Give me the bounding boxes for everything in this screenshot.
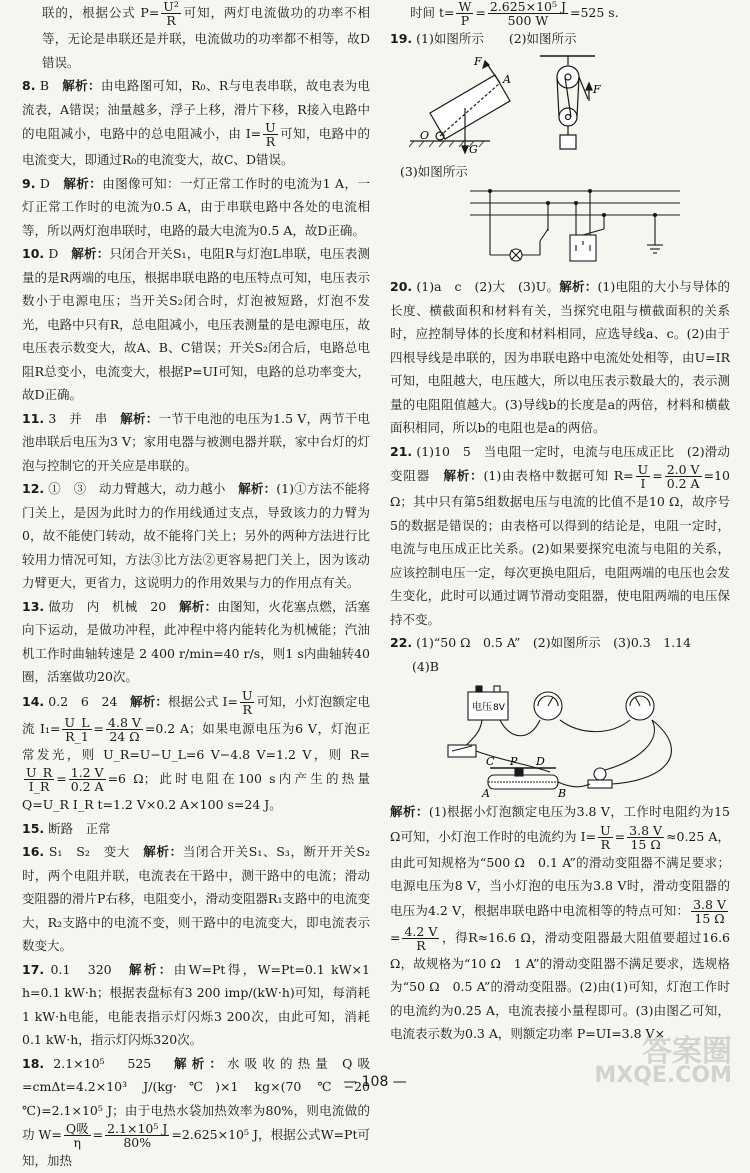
answer-19	[390, 27, 730, 51]
answer-key: D	[48, 246, 72, 261]
answer-16	[22, 840, 370, 958]
frac-den: I_R	[28, 779, 50, 794]
frac-num: 2.1×10⁵ J	[107, 1121, 168, 1136]
text: 可知，两灯电流做功的功率不相等，无论是串联还是并联，电流做功的功率都不相等，故D错误。	[42, 5, 370, 70]
question-number: 20.	[390, 279, 413, 294]
answer-19-part3	[390, 160, 730, 184]
fraction	[240, 689, 255, 716]
answer-key: 断路 正常	[48, 820, 111, 836]
analysis-text: (1)电阻的大小与导体的长度、横截面积和材料有关，当探究电阻与横截面积的关系时，应控制导体的长度和材料相同，应选导线a、c。(2)由于四根导线是串联的，因为串联电路中电流处处相等，由U=IR可知，电阻越大，电压越大，所以电压表示数最大的，表示测量的电阻阻值越大。(3)导线b的长度是a的两倍，材料和横截面积相同，所以b的电阻也是a的两倍。	[390, 279, 730, 435]
answer-key: D	[39, 175, 64, 191]
analysis-label: 解析：	[174, 1055, 228, 1071]
analysis-text: =	[92, 1127, 104, 1142]
frac-num: U	[241, 687, 253, 703]
fraction	[69, 766, 106, 793]
answer-key: (3)如图所示	[400, 163, 468, 179]
question-number: 19.	[390, 31, 413, 46]
question-number: 12.	[22, 481, 45, 496]
frac-den: P	[460, 13, 470, 28]
battery-voltage-label: 8V	[493, 703, 505, 713]
analysis-label: 解析：	[390, 804, 429, 819]
answer-17	[22, 958, 370, 1052]
frac-num: W	[458, 0, 472, 14]
analysis-label: 解析：	[120, 410, 159, 426]
page-number: — 108 —	[343, 1074, 407, 1090]
analysis-text: 可知，电路中的电流变大，即通过R₀的电流变大，故C、D错误。	[22, 126, 370, 167]
analysis-text: (1)①方法不能将门关上，是因为此时力的作用线通过支点，导致该力的力臂为0，故不能使门转动，故不能将门关上；另外的两种方法进行比较用力情况可知，方法③比方法②更容易把门关上，因为该动力臂更大，更省力，这说明力的作用效果与力的作用点有关。	[22, 481, 370, 590]
lever-label-A: A	[503, 72, 511, 86]
figure-22-circuit	[390, 680, 690, 798]
answer-15	[22, 817, 370, 841]
frac-num: 1.2 V	[70, 765, 104, 780]
answer-key: 做功 内 机械 20	[48, 598, 180, 614]
frac-den: η	[73, 1135, 81, 1150]
analysis-label: 解析：	[62, 78, 101, 93]
answer-key: (1)10 5 当电阻一定时，电流与电压成正比 (2)滑动变阻器	[390, 443, 730, 483]
answer-key: 3 并 串	[48, 410, 121, 426]
frac-den: R	[265, 134, 276, 149]
rheostat-label-P: P	[510, 755, 518, 768]
frac-num: U²	[163, 0, 179, 14]
frac-den: 0.2 A	[70, 779, 104, 794]
rheostat-label-D: D	[536, 755, 545, 768]
answer-key: 0.1 320	[50, 961, 129, 977]
rheostat-label-A: A	[482, 787, 490, 798]
answer-key: (4)B	[412, 658, 439, 674]
answer-8	[22, 74, 370, 172]
analysis-label: 解析：	[143, 844, 183, 859]
figure-19-household-circuit	[390, 185, 690, 273]
answer-key: B	[39, 78, 63, 93]
fraction	[456, 0, 473, 27]
watermark-line-2: MXQE.COM	[594, 1063, 732, 1088]
text: 联的，根据公式 P=	[42, 5, 160, 20]
frac-num: U	[637, 462, 649, 477]
left-column	[22, 0, 370, 1173]
lever-label-F: F	[474, 54, 482, 68]
frac-num: 2.625×10⁵ J	[489, 0, 566, 14]
frac-den: 80%	[123, 1135, 152, 1150]
question-number: 15.	[22, 820, 45, 836]
analysis-text: 由图像可知：一灯正常工作时的电流为1 A，一灯正常工作时的电流为0.5 A，由于串联电路中各处的电流相等，所以两灯泡串联时，电路的最大电流为0.5 A，故D正确。	[22, 175, 370, 238]
continued-answer	[22, 0, 370, 74]
analysis-text: 由W=Pt得，W=Pt=0.1 kW×1 h=0.1 kW·h；根据表盘标有3 200 imp/(kW·h)可知，每消耗1 kW·h电能，电能表指示灯闪烁3 200次，由此可知，消耗0.1 kW·h，指示灯闪烁320次。	[22, 961, 370, 1047]
frac-num: U	[265, 120, 276, 135]
question-number: 22.	[390, 635, 413, 650]
answer-9	[22, 172, 370, 243]
analysis-label: 解析：	[238, 481, 277, 496]
question-number: 8.	[22, 78, 36, 93]
question-number: 13.	[22, 598, 45, 614]
answer-key: ① ③ 动力臂越大，动力越小	[48, 481, 239, 496]
rheostat-label-B: B	[558, 787, 567, 798]
continued-answer-18	[390, 0, 730, 27]
answer-13	[22, 595, 370, 689]
right-column	[390, 0, 730, 1046]
fraction	[665, 463, 702, 490]
fraction	[598, 824, 613, 851]
analysis-text: ≈0.25 A，由此可知规格为“500 Ω 0.1 A”的滑动变阻器不满足要求；电源电压为8 V，当小灯泡的电压为3.8 V时，滑动变阻器的电压为4.2 V，根据串联电路中电流相等的特点可知：	[390, 828, 731, 918]
fraction	[263, 121, 278, 148]
text: =	[475, 5, 486, 20]
lever-label-O: O	[420, 128, 430, 142]
frac-num: 4.2 V	[404, 923, 438, 939]
question-number: 11.	[22, 410, 45, 426]
figure-19-lever-and-pulley	[390, 53, 720, 158]
analysis-text: 只闭合开关S₁，电阻R与灯泡L串联，电压表测量的是R两端的电压，根据串联电路的电压特点可知，电压表示数小于电源电压；当开关S₂闭合时，灯泡被短路，灯泡不发光，电路中只有R，总电阻减小，电压表测量的是电源电压，故电压表示数变大，故A、B、C错误；开关S₂闭合后，电路总电阻R总变小，电流变大，根据P=UI可知，电路的总功率变大，故D正确。	[22, 246, 370, 402]
analysis-text: (1)由表格中数据可知 R=	[483, 468, 634, 483]
analysis-label: 解析：	[128, 961, 174, 977]
analysis-text: 由图知，火花塞点燃，活塞向下运动，是做功冲程，此冲程中将内能转化为机械能；汽油机工作时曲轴转速是 2 400 r/min=40 r/s，则1 s内曲轴转40圈，活塞做功20次。	[22, 598, 370, 684]
question-number: 17.	[22, 961, 45, 977]
frac-num: U_L	[64, 714, 90, 730]
watermark	[594, 1034, 732, 1088]
answer-18	[22, 1052, 370, 1173]
analysis-label: 解析：	[130, 693, 168, 709]
analysis-text: 可知，小灯泡额定电流 I₁=	[22, 693, 370, 736]
rheostat-label-C: C	[486, 755, 495, 768]
frac-den: 15 Ω	[630, 836, 661, 852]
analysis-text: =	[56, 771, 67, 786]
frac-num: U	[600, 822, 611, 838]
battery-label: 电压	[472, 702, 492, 713]
question-number: 9.	[22, 175, 36, 191]
fraction	[106, 716, 143, 743]
fraction	[488, 0, 568, 27]
analysis-text: 当闭合开关S₁、S₃，断开开关S₂时，两个电阻并联，电流表在干路中，测干路中的电流；滑动变阻器的滑片P右移，电阻变小，滑动变阻器R₁支路中的电流变大，R₂支路中的电流不变，则干路中的电流变大，即电流表示数变大。	[22, 844, 370, 953]
answer-key: S₁ S₂ 变大	[48, 844, 144, 859]
text: =525 s.	[570, 5, 619, 20]
analysis-text: =	[93, 720, 105, 736]
fraction	[24, 766, 54, 793]
watermark-line-1: 答案圈	[642, 1034, 732, 1069]
pulley-label-F: F	[593, 82, 601, 96]
analysis-text: =	[390, 929, 401, 945]
answer-key: (1)如图所示 (2)如图所示	[416, 31, 577, 46]
fraction	[636, 463, 651, 490]
lever-label-G: G	[469, 142, 478, 156]
frac-den: 500 W	[507, 13, 549, 28]
fraction	[691, 898, 728, 925]
question-number: 18.	[22, 1055, 45, 1071]
fraction	[402, 925, 439, 952]
analysis-text: 由电路图可知，R₀、R与电表串联，故电表为电流表，A错误；油量越多，浮子上移，滑片下移，R接入电路中的电阻减小，电路中的总电阻减小，由 I=	[22, 78, 370, 141]
answer-21	[390, 440, 730, 632]
answer-key: 0.2 6 24	[48, 693, 131, 709]
analysis-label: 解析：	[559, 279, 598, 294]
frac-num: 3.8 V	[629, 822, 663, 838]
frac-den: R_1	[65, 728, 89, 744]
frac-num: U_R	[26, 765, 53, 780]
fraction	[62, 716, 91, 743]
frac-den: R	[416, 937, 426, 953]
fraction	[105, 1122, 169, 1149]
frac-den: I	[640, 476, 646, 491]
fraction	[627, 824, 664, 851]
question-number: 10.	[22, 246, 45, 261]
analysis-label: 解析：	[63, 175, 103, 191]
frac-num: 2.0 V	[666, 462, 700, 477]
frac-den: R	[600, 836, 611, 852]
answer-14	[22, 689, 370, 817]
frac-num: 3.8 V	[693, 896, 726, 912]
analysis-text: =2.625×10⁵ J，根据公式W=Pt可知，加热	[22, 1127, 370, 1168]
answer-20	[390, 275, 730, 440]
text: 时间 t=	[410, 5, 455, 20]
frac-den: 0.2 A	[666, 476, 700, 491]
analysis-text: =	[652, 468, 663, 483]
analysis-text: (1)根据小灯泡额定电压为3.8 V，工作时电阻约为15 Ω可知，小灯泡工作时的电流约为 I=	[390, 804, 730, 844]
question-number: 14.	[22, 693, 45, 709]
analysis-text: =0.2 A；如果电源电压为6 V，灯泡正常发光，则 U_R=U−U_L=6 V−4.8 V=1.2 V，则 R=	[22, 720, 370, 762]
answer-12	[22, 477, 370, 595]
answer-11	[22, 407, 370, 478]
analysis-label: 解析：	[179, 598, 218, 614]
answer-key: 2.1×10⁵ 525	[53, 1055, 175, 1071]
fraction	[64, 1122, 91, 1149]
analysis-text: 根据公式 I=	[168, 693, 238, 709]
analysis-label: 解析：	[71, 246, 110, 261]
pulley-diagram	[540, 56, 595, 149]
analysis-text: 水吸收的热量 Q吸=cmΔt=4.2×10³ J/(kg·℃)×1 kg×(70 ℃−20 ℃)=2.1×10⁵ J；由于电热水袋加热效率为80%，则电流做的功 W=	[22, 1055, 370, 1142]
answer-22-analysis	[390, 800, 730, 1046]
analysis-text: =10 Ω；其中只有第5组数据电压与电流的比值不是10 Ω，故序号5的数据是错误的；由表格可以得到的结论是，电阻一定时，电流与电压成正比关系。(2)如果要探究电流与电阻的关系，应该控制电压一定，每次更换电阻后，电阻两端的电压也会发生变化，此时可以通过调节滑动变阻器，使电阻两端的电压保持不变。	[390, 468, 730, 627]
frac-den: 15 Ω	[694, 910, 725, 926]
frac-den: R	[242, 701, 252, 717]
frac-den: 24 Ω	[109, 728, 140, 744]
analysis-label: 解析：	[443, 468, 484, 483]
answer-key: (1)“50 Ω 0.5 A” (2)如图所示 (3)0.3 1.14	[416, 635, 692, 650]
analysis-text: =6 Ω；此时电阻在100 s内产生的热量 Q=U_R I_R t=1.2 V×0.2 A×100 s=24 J。	[22, 771, 370, 812]
fraction	[161, 0, 181, 27]
frac-num: Q吸	[65, 1121, 89, 1136]
analysis-text: 一节干电池的电压为1.5 V，两节干电池串联后电压为3 V；家用电器与被测电器并联，家中台灯的灯泡与控制它的开关应是串联的。	[22, 410, 370, 473]
question-number: 16.	[22, 844, 45, 859]
question-number: 21.	[390, 443, 413, 459]
frac-num: 4.8 V	[108, 714, 141, 730]
analysis-text: =	[614, 828, 626, 844]
analysis-text: ，得R≈16.6 Ω，滑动变阻器最大阻值要超过16.6 Ω，故规格为“10 Ω 1 A”的滑动变阻器不满足要求，选规格为“50 Ω 0.5 A”的滑动变阻器。(2)由(1)可知，灯泡工作时的电流约为0.25 A，电流表接小量程即可。(3)由图乙可知，电流表示数为0.3 A，则额定功率 P=UI=3.8 V×	[390, 929, 730, 1041]
answer-key: (1)a c (2)大 (3)U。	[416, 279, 560, 294]
answer-10	[22, 242, 370, 407]
frac-den: R	[166, 13, 176, 28]
answer-22	[390, 631, 730, 678]
